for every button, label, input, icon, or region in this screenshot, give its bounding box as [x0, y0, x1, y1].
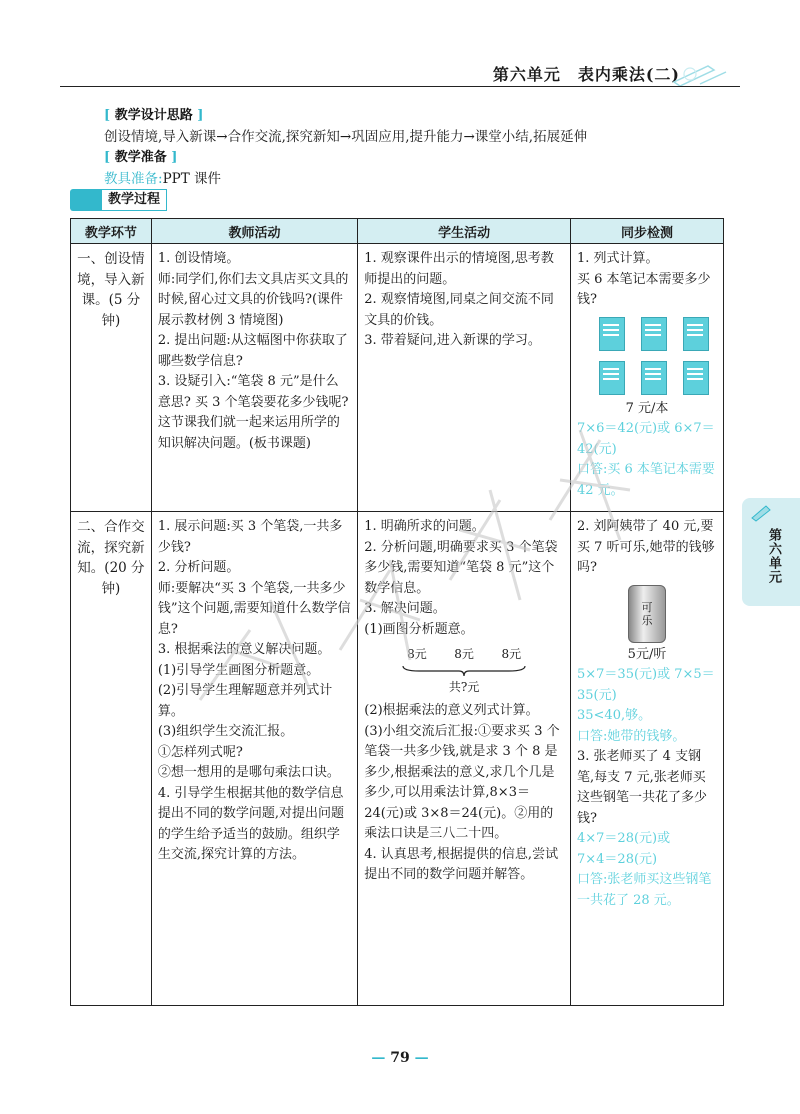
teacher-cell: 1. 创设情境。 师:同学们,你们去文具店买文具的时候,留心过文具的价钱吗?(课件展示教材例 3 情境图) 2. 提出问题:从这幅图中你获取了哪些数学信息? 3. 设疑引入:“笔袋 8 元”是什么意思? 买 3 个笔袋要花多少钱呢? 这节课我们就一起来运用所学的知识解决问题。(板书课题)	[151, 244, 357, 512]
prep-text: 教具准备:PPT 课件	[104, 171, 222, 187]
notebook-icon	[599, 317, 625, 351]
cola-can-image: 可乐	[628, 585, 666, 643]
unit-side-tab: 第六单元	[742, 498, 800, 606]
header-check: 同步检测	[571, 219, 724, 244]
teacher-cell: 1. 展示问题:买 3 个笔袋,一共多少钱? 2. 分析问题。 师:要解决“买 3 个笔袋,一共多少钱”这个问题,需要知道什么数学信息? 3. 根据乘法的意义解决问题。 (1)引导学生画图分析题意。 (2)引导学生理解题意并列式计算。 (3)组织学生交流汇报。 ①怎样列式呢? ②想一想用的是哪句乘法口诀。 4. 引导学生根据其他的数学信息提出不同的数学问题,对提出问题的学生给予适当的鼓励。组织学生交流,探究计算的方法。	[151, 512, 357, 1006]
process-badge-icon	[70, 189, 106, 211]
header-teacher: 教师活动	[151, 219, 357, 244]
prep-section-label: [ 教学准备 ]	[104, 150, 178, 165]
pencil-icon	[750, 504, 772, 522]
student-cell: 1. 观察课件出示的情境图,思考教师提出的问题。 2. 观察情境图,同桌之间交流不同文具的价钱。 3. 带着疑问,进入新课的学习。	[358, 244, 571, 512]
student-cell: 1. 明确所求的问题。 2. 分析问题,明确要求买 3 个笔袋多少钱,需要知道“笔袋 8 元”这个数学信息。 3. 解决问题。 (1)画图分析题意。 8元 8元 8元 共?元 (2)根据乘法的意义列式计算。 (3)小组交流后汇报:①要求买 3 个笔袋一共多少钱,就是求 3 个 8 是多少,根据乘法的意义,求几个几是多少,可以用乘法计算,8×3＝24(元)或 3×8＝24(元)。②用的乘法口诀是三八二十四。 4. 认真思考,根据提供的信息,尝试提出不同的数学问题并解答。	[358, 512, 571, 1006]
process-section-label: 教学过程	[70, 189, 190, 211]
page-number: — 79 —	[371, 1050, 429, 1066]
notebook-icon	[683, 361, 709, 395]
notebook-icon	[641, 317, 667, 351]
design-section-label: [ 教学设计思路 ]	[104, 108, 204, 123]
stage-cell: 二、合作交流，探究新知。(20 分钟)	[71, 512, 152, 1006]
check-cell: 1. 列式计算。 买 6 本笔记本需要多少钱? 7 元/本 7×6＝42(元)或 6×7＝42(元) 口答:买 6 本笔记本需要 42 元。	[571, 244, 724, 512]
notebook-icon	[641, 361, 667, 395]
watermark-stamp	[160, 400, 660, 720]
header-student: 学生活动	[358, 219, 571, 244]
notebook-icon	[599, 361, 625, 395]
bracket-diagram: 8元 8元 8元 共?元	[399, 644, 529, 697]
design-text: 创设情境,导入新课→合作交流,探究新知→巩固应用,提升能力→课堂小结,拓展延伸	[104, 129, 588, 145]
header-rule	[60, 86, 740, 87]
header-stage: 教学环节	[71, 219, 152, 244]
notebook-icon	[683, 317, 709, 351]
check-cell: 2. 刘阿姨带了 40 元,要买 7 听可乐,她带的钱够吗? 可乐 5元/听 5×7＝35(元)或 7×5＝35(元) 35<40,够。 口答:她带的钱够。 3. 张老师买了 4 支钢笔,每支 7 元,张老师买这些钢笔一共花了多少钱? 4×7＝28(元)或 7×4＝28(元) 口答:张老师买这些钢笔一共花了 28 元。	[571, 512, 724, 1006]
notebooks-image	[599, 317, 717, 395]
stage-cell: 一、创设情境，导入新课。(5 分钟)	[71, 244, 152, 512]
page-header-title: 第六单元 表内乘法(二)	[492, 65, 680, 84]
